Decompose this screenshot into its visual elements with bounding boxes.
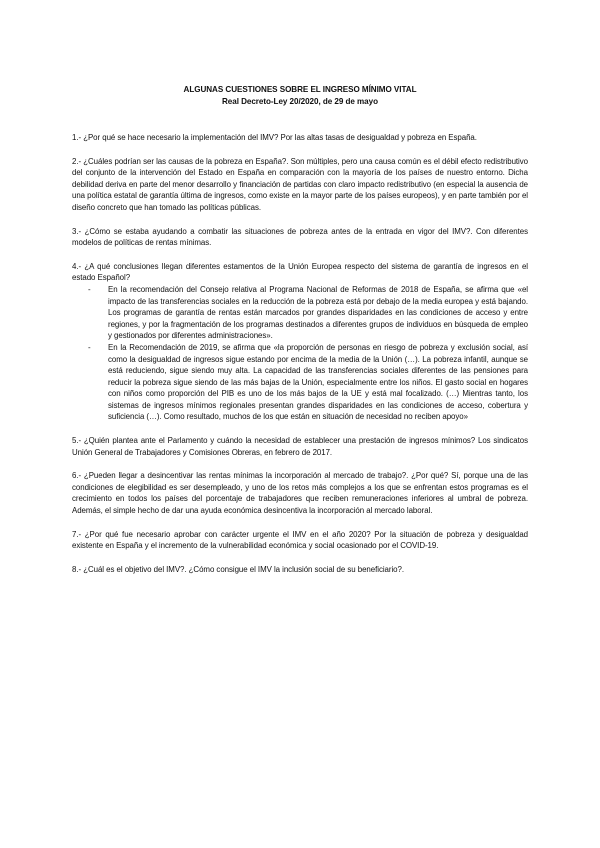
title-line-2: Real Decreto-Ley 20/2020, de 29 de mayo: [222, 97, 378, 106]
question-4: [72, 261, 528, 423]
document-body: [72, 84, 528, 587]
question-1: 1.- ¿Por qué se hace necesario la implementación del IMV? Por las altas tasas de desigualdad y pobreza en España.: [72, 133, 477, 142]
question-5: 5.- ¿Quién plantea ante el Parlamento y cuándo la necesidad de establecer una prestación de ingresos mínimos? Los sindicatos Unión General de Trabajadores y Comisiones Obreras, en febrero de 2017.: [72, 436, 528, 457]
question-8: 8.- ¿Cuál es el objetivo del IMV?. ¿Cómo consigue el IMV la inclusión social de su beneficiario?.: [72, 564, 404, 574]
title-line-1: ALGUNAS CUESTIONES SOBRE EL INGRESO MÍNIMO VITAL: [183, 85, 417, 94]
question-7: 7.- ¿Por qué fue necesario aprobar con carácter urgente el IMV en el año 2020? Por la situación de pobreza y desigualdad existente en España y el incremento de la vulnerabilidad económica y social ocasionado por el COVID-19.: [72, 529, 528, 551]
bullet-item-1: - En la recomendación del Consejo relativa al Programa Nacional de Reformas de 2018 de España, se afirma que «el impacto de las transferencias sociales en la reducción de la pobreza está por debajo de la media europea y está bajando. Los programas de garantía de rentas están marcados por grandes disparidades en las condiciones de acceso y entre regiones, y por la fragmentación de los programas destinados a diferentes grupos de individuos en búsqueda de empleo y gestionados por diferentes administraciones».: [72, 284, 528, 342]
question-4-intro: 4.- ¿A qué conclusiones llegan diferentes estamentos de la Unión Europea respecto del sistema de garantía de ingresos en el estado Español?: [72, 261, 528, 283]
question-3: 3.- ¿Cómo se estaba ayudando a combatir las situaciones de pobreza antes de la entrada en vigor del IMV?. Con diferentes modelos de políticas de rentas mínimas.: [72, 226, 528, 248]
bullet-item-2: - En la Recomendación de 2019, se afirma que «la proporción de personas en riesgo de pobreza y exclusión social, así como la desigualdad de ingresos sigue estando por encima de la media de la Unión (…). La pobreza infantil, aunque se está reduciendo, sigue siendo muy alta. La capacidad de las transferencias sociales diferentes de las pensiones para reducir la pobreza sigue siendo de las más bajas de la Unión, especialmente entre los niños. El gasto social en hogares con niños como proporción del PIB es uno de los más bajos de la UE y está mal focalizado. (…) Mientras tanto, los sistemas de ingresos mínimos regionales presentan grandes disparidades en las condiciones de acceso, cobertura y suficiencia (…). Como resultado, muchos de los que están en situación de necesidad no reciben apoyo»: [72, 342, 528, 423]
document-title: [72, 84, 528, 108]
question-6: 6.- ¿Pueden llegar a desincentivar las rentas mínimas la incorporación al mercado de trabajo?. ¿Por qué? Sí, porque una de las condiciones de elegibilidad es ser desempleado, y uno de los retos más complejos a los que se enfrentan estos programas es el crecimiento en todos los países del porcentaje de trabajadores que reciben remuneraciones inferiores al umbral de pobreza. Además, el simple hecho de dar una ayuda económica desincentiva la incorporación al mercado laboral.: [72, 471, 528, 516]
question-2: 2.- ¿Cuáles podrían ser las causas de la pobreza en España?. Son múltiples, pero una causa común es el débil efecto redistributivo del conjunto de la intervención del Estado en España en comparación con la mayoría de los países de nuestro entorno. Dicha debilidad deriva en parte del menor desarrollo y financiación de partidas con claro impacto redistributivo (en especial la ausencia de una política estatal de garantía última de ingresos, como existe en la mayor parte de los países europeos), y en parte también por el diseño concreto que han tomado las políticas públicas.: [72, 156, 528, 212]
question-4-bullets: [72, 284, 528, 423]
